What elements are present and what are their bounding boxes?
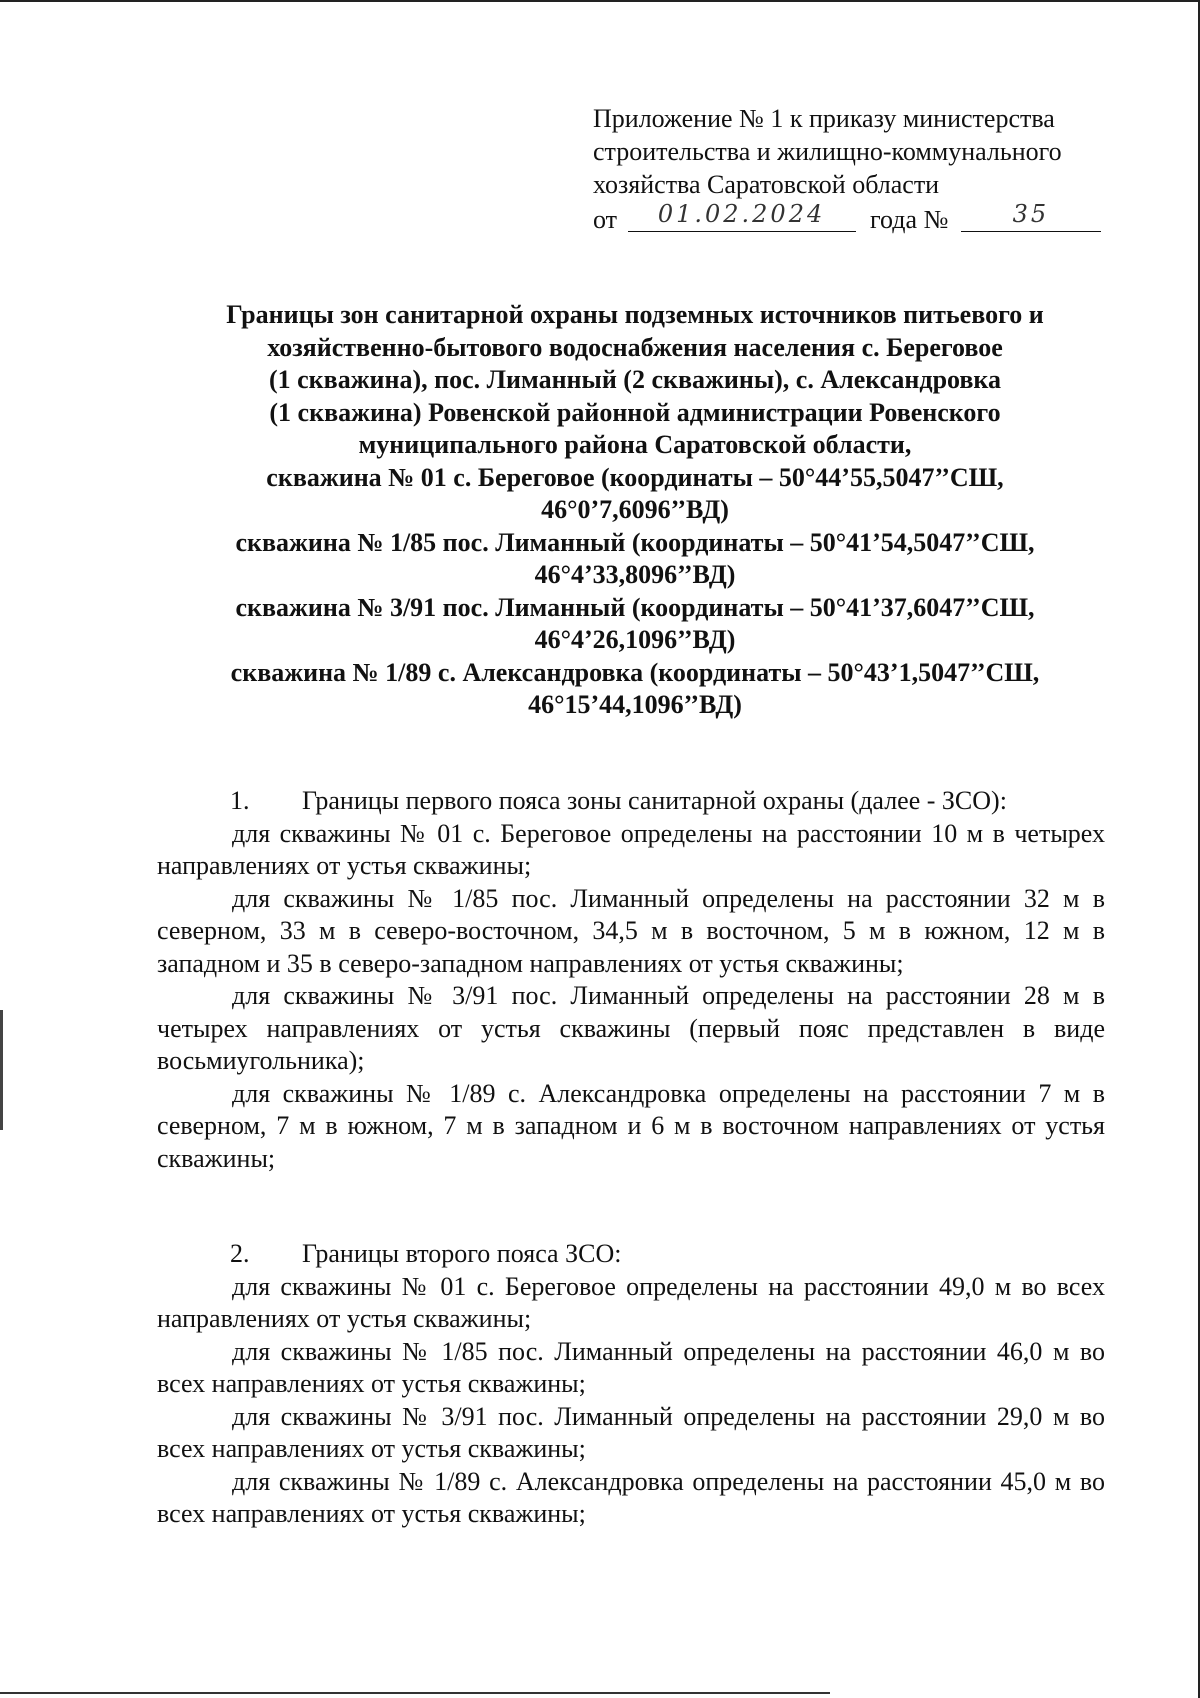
appendix-header	[593, 102, 1113, 236]
handwritten-date: 01.02.2024	[657, 200, 826, 228]
scan-edge-bottom	[0, 1692, 830, 1694]
title-line: 46°4’26,1096’’ВД)	[534, 625, 736, 654]
paragraph: для скважины № 3/91 пос. Лиманный определены на расстоянии 29,0 м во всех направлениях от устья скважины;	[157, 1401, 1105, 1463]
paragraph: для скважины № 1/85 пос. Лиманный определены на расстоянии 32 м в северном, 33 м в северо-восточном, 34,5 м в восточном, 5 м в южном, 12 м в западном и 35 в северо-западном направлениях от устья скважины;	[157, 883, 1105, 978]
title-line: 46°4’33,8096’’ВД)	[534, 560, 736, 589]
order-number-field	[961, 200, 1101, 232]
appendix-line-1: Приложение № 1 к приказу министерства	[593, 104, 1055, 133]
title-line: Границы зон санитарной охраны подземных источников питьевого и	[226, 300, 1044, 329]
date-field	[628, 200, 856, 232]
appendix-line-3: хозяйства Саратовской области	[593, 170, 940, 199]
paragraph: для скважины № 3/91 пос. Лиманный определены на расстоянии 28 м в четырех направлениях от устья скважины (первый пояс представлен в виде восьмиугольника);	[157, 981, 1105, 1075]
title-line: (1 скважина) Ровенской районной администрации Ровенского	[269, 397, 1001, 427]
section-heading	[157, 1238, 1105, 1271]
title-line: скважина № 3/91 пос. Лиманный (координаты – 50°41’37,6047’’СШ,	[235, 592, 1035, 622]
title-line: 46°0’7,6096’’ВД)	[541, 495, 729, 524]
section-second-belt	[157, 1238, 1105, 1531]
title-line: (1 скважина), пос. Лиманный (2 скважины), с. Александровка	[268, 365, 1002, 394]
section-first-belt	[157, 785, 1105, 1175]
title-line: хозяйственно-бытового водоснабжения населения с. Береговое	[267, 332, 1003, 362]
title-line: скважина № 1/89 с. Александровка (координаты – 50°43’1,5047’’СШ,	[230, 657, 1040, 687]
appendix-date-row	[593, 200, 1113, 236]
paragraph: для скважины № 01 с. Береговое определены на расстоянии 49,0 м во всех направлениях от устья скважины;	[157, 1271, 1105, 1333]
title-line: скважина № 1/85 пос. Лиманный (координаты – 50°41’54,5047’’СШ,	[235, 527, 1035, 557]
date-prefix: от	[593, 205, 618, 234]
section-heading	[157, 785, 1105, 818]
paragraph: для скважины № 1/89 с. Александровка определены на расстоянии 45,0 м во всех направлениях от устья скважины;	[157, 1466, 1105, 1528]
section-number: 1.	[230, 786, 250, 815]
handwritten-order-number: 35	[1012, 200, 1050, 228]
document-title	[150, 299, 1120, 722]
order-number-label: года №	[870, 205, 949, 234]
title-line: муниципального района Саратовской области,	[358, 430, 912, 459]
paragraph: для скважины № 1/89 с. Александровка определены на расстоянии 7 м в северном, 7 м в южном, 7 м в западном и 6 м в восточном направлениях от устья скважины;	[157, 1078, 1105, 1173]
paragraph: для скважины № 01 с. Береговое определены на расстоянии 10 м в четырех направлениях от устья скважины;	[157, 818, 1105, 880]
title-line: скважина № 01 с. Береговое (координаты – 50°44’55,5047’’СШ,	[266, 462, 1004, 492]
section-heading-text: Границы второго пояса ЗСО:	[302, 1239, 622, 1268]
section-heading-text: Границы первого пояса зоны санитарной охраны (далее - ЗСО):	[302, 786, 1007, 815]
section-number: 2.	[230, 1239, 250, 1268]
title-line: 46°15’44,1096’’ВД)	[528, 690, 742, 719]
appendix-line-2: строительства и жилищно-коммунального	[593, 137, 1062, 166]
paragraph: для скважины № 1/85 пос. Лиманный определены на расстоянии 46,0 м во всех направлениях от устья скважины;	[157, 1336, 1105, 1398]
scan-edge-left	[0, 1010, 3, 1130]
scan-edge-top	[0, 0, 1200, 2]
